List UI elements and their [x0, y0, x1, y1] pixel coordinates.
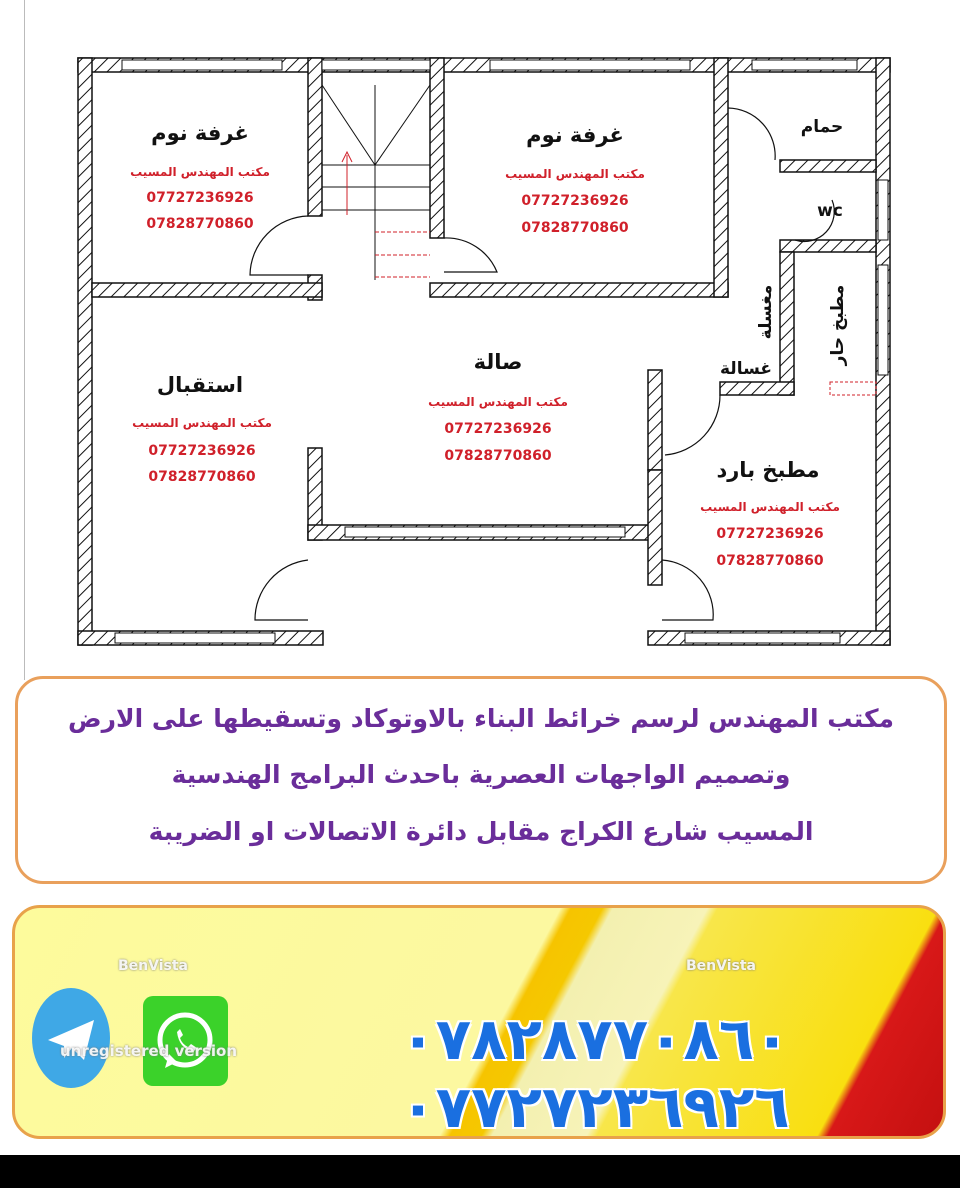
phone: 07727236926 — [716, 526, 824, 542]
wall — [648, 470, 662, 585]
office-ad-banner — [15, 676, 947, 884]
phone: 07727236926 — [148, 443, 256, 459]
whatsapp-icon[interactable] — [143, 996, 228, 1086]
wall — [780, 240, 876, 252]
wall — [780, 160, 876, 172]
office-name: مكتب المهندس المسيب — [130, 165, 270, 179]
ad-line-1: مكتب المهندس لرسم خرائط البناء بالاوتوكاد وتسقيطها على الارض — [68, 704, 894, 733]
wall — [92, 283, 322, 297]
wall — [648, 370, 662, 470]
contact-numbers: ٠٧٨٢٨٧٧٠٨٦٠ ٠٧٧٢٧٢٣٦٩٢٦ — [400, 1005, 790, 1141]
phone: 07727236926 — [444, 421, 552, 437]
phone: 07828770860 — [521, 220, 629, 236]
bottom-bar — [0, 1155, 960, 1188]
room-label-cold-kitchen: مطبخ بارد — [716, 458, 820, 482]
room-label-hot-kitchen: مطبخ حار — [828, 284, 848, 366]
wall — [780, 252, 794, 395]
room-label-hall: صالة — [473, 350, 523, 374]
room-label-wc: wc — [817, 201, 843, 221]
staircase — [322, 85, 430, 280]
room-label-sink: مغسلة — [756, 284, 776, 340]
watermark-text: unregistered version — [60, 1042, 238, 1060]
watermark-brand: BenVista — [118, 958, 188, 974]
wall — [430, 58, 444, 238]
room-label-reception: استقبال — [156, 373, 244, 397]
wall — [714, 58, 728, 297]
phone: 07828770860 — [148, 469, 256, 485]
phone: 07828770860 — [444, 448, 552, 464]
room-label-bedroom2: غرفة نوم — [526, 123, 624, 147]
wall-left — [78, 58, 92, 645]
ad-line-2: وتصميم الواجهات العصرية باحدث البرامج الهندسية — [171, 760, 791, 789]
ad-line-3: المسيب شارع الكراج مقابل دائرة الاتصالات او الضريبة — [148, 817, 814, 846]
phone: 07727236926 — [146, 190, 254, 206]
telegram-icon[interactable] — [32, 988, 110, 1088]
room-label-bathroom: حمام — [800, 117, 844, 137]
office-name: مكتب المهندس المسيب — [428, 395, 568, 409]
wall — [430, 283, 728, 297]
phone: 07828770860 — [716, 553, 824, 569]
room-label-bedroom1: غرفة نوم — [151, 121, 249, 145]
phone: 07727236926 — [521, 193, 629, 209]
wall — [308, 58, 322, 216]
office-name: مكتب المهندس المسيب — [132, 416, 272, 430]
phone: 07828770860 — [146, 216, 254, 232]
office-name: مكتب المهندس المسيب — [700, 500, 840, 514]
room-label-washer: غسالة — [720, 359, 772, 379]
wall — [720, 382, 794, 395]
watermark-brand: BenVista — [686, 958, 756, 974]
office-name: مكتب المهندس المسيب — [505, 167, 645, 181]
